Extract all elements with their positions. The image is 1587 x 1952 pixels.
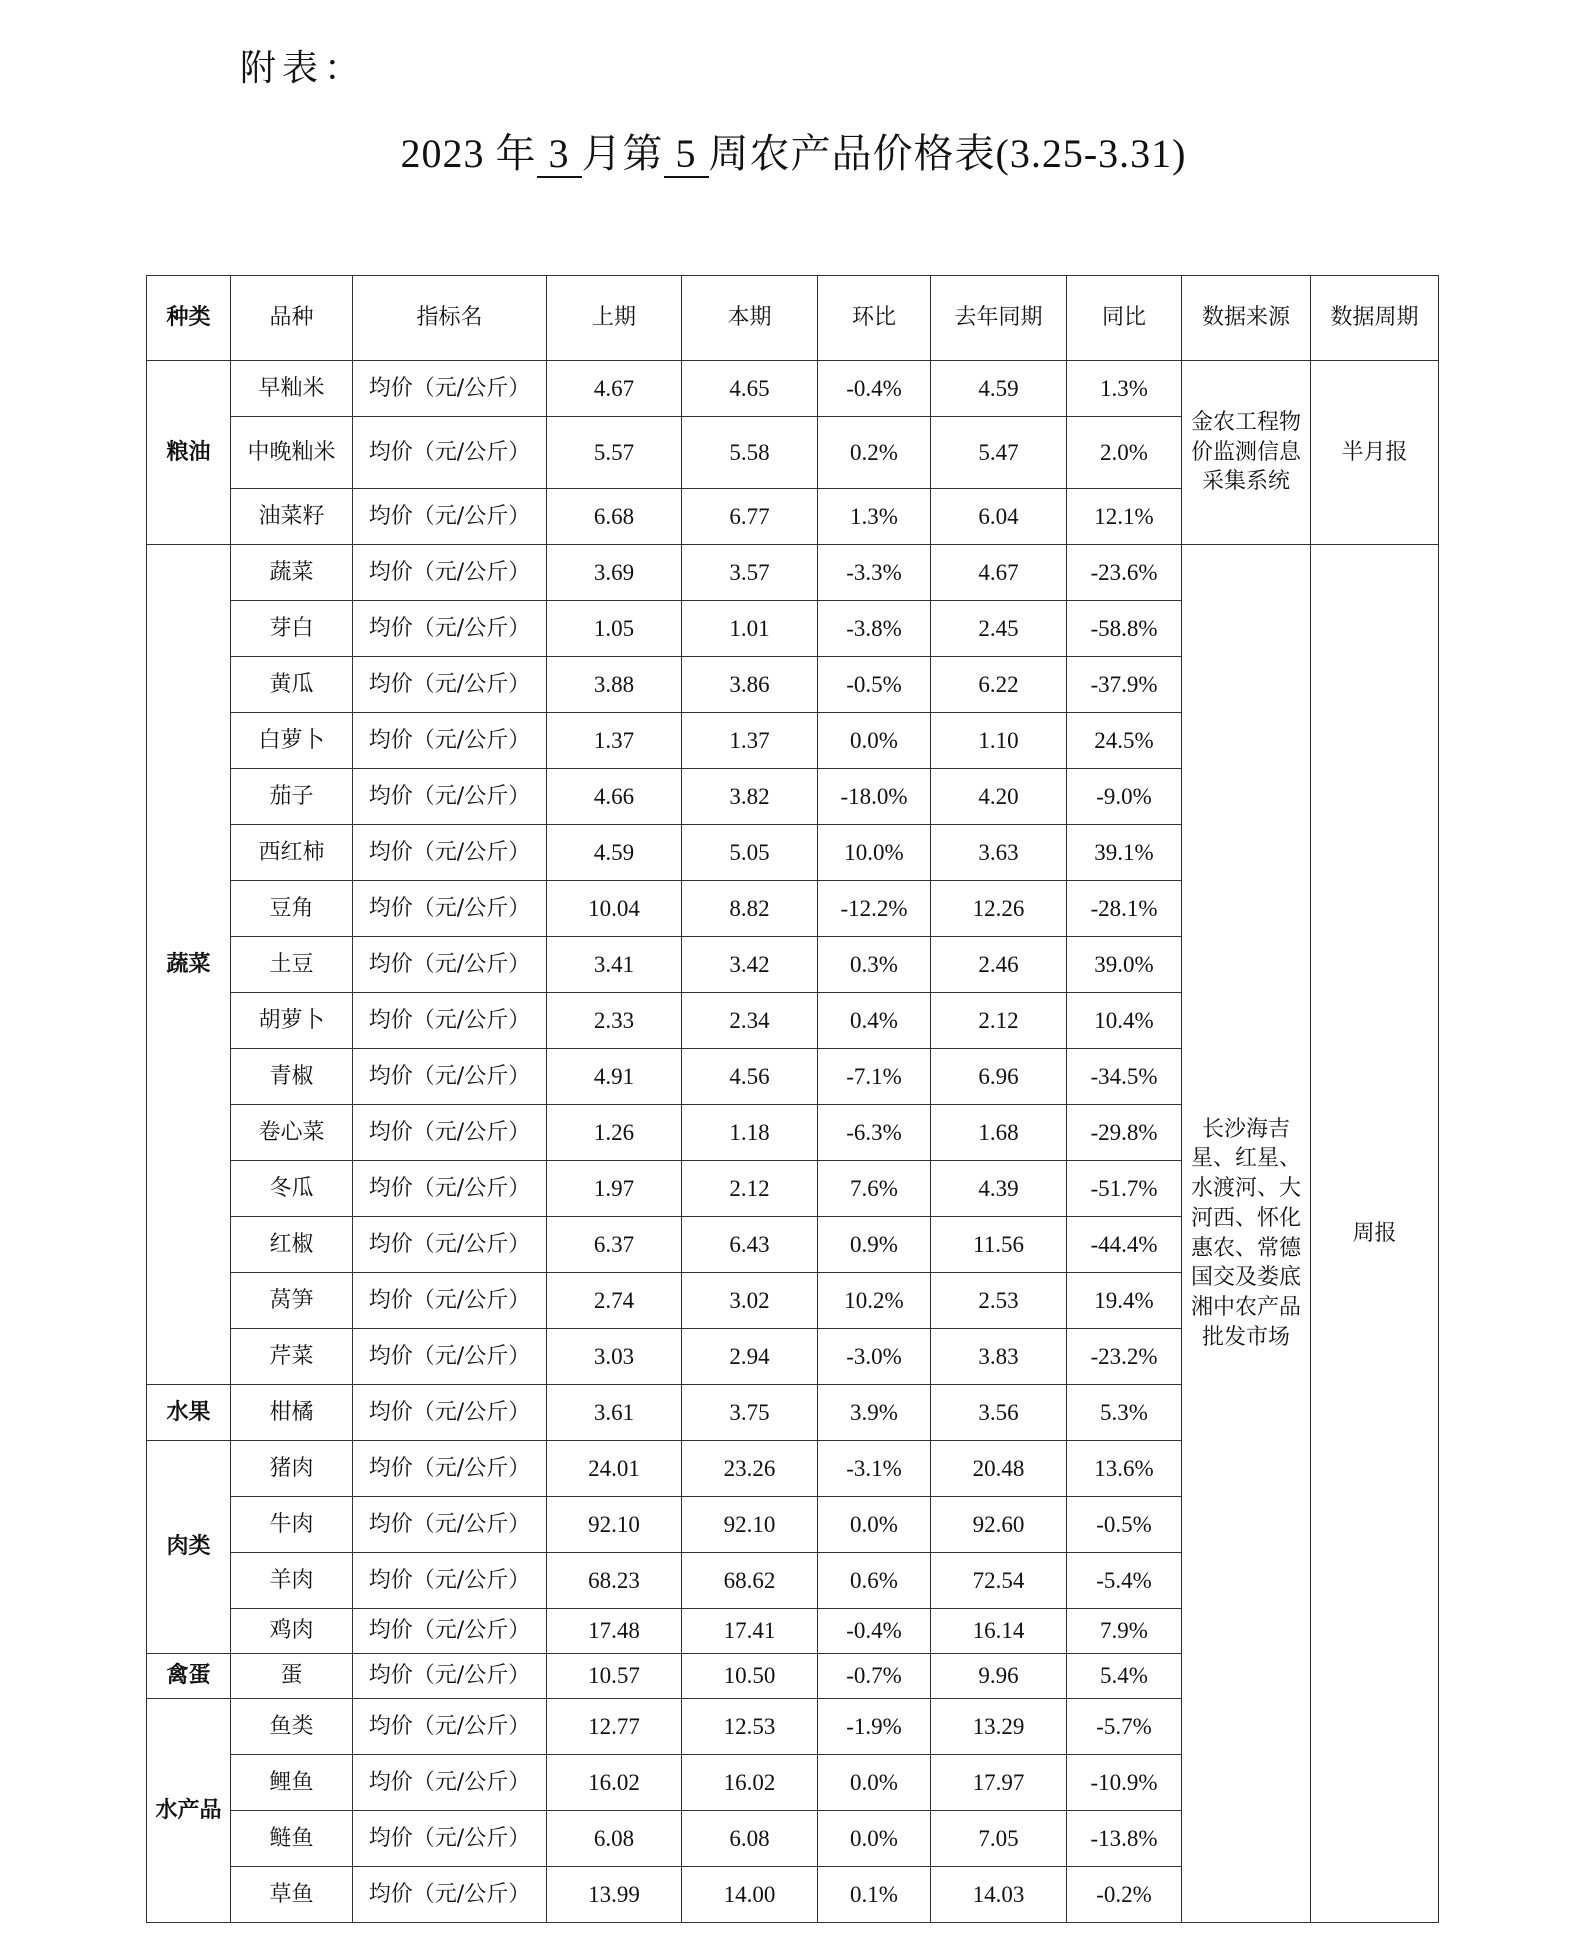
data-source-cell: 长沙海吉星、红星、水渡河、大河西、怀化惠农、常德国交及娄底湘中农产品批发市场 [1182, 545, 1311, 1923]
product-cell: 西红柿 [231, 825, 353, 881]
price-prev-cell: 4.91 [547, 1049, 682, 1105]
table-row [147, 545, 1439, 601]
last-year-cell: 3.56 [931, 1385, 1067, 1441]
price-prev-cell: 3.03 [547, 1329, 682, 1385]
price-curr-cell: 2.12 [682, 1161, 818, 1217]
yoy-cell: 7.9% [1067, 1609, 1182, 1654]
indicator-cell: 均价（元/公斤） [353, 1699, 547, 1755]
last-year-cell: 92.60 [931, 1497, 1067, 1553]
product-cell: 芹菜 [231, 1329, 353, 1385]
last-year-cell: 2.12 [931, 993, 1067, 1049]
product-cell: 豆角 [231, 881, 353, 937]
price-curr-cell: 3.75 [682, 1385, 818, 1441]
mom-cell: -7.1% [818, 1049, 931, 1105]
data-source-cell: 金农工程物价监测信息采集系统 [1182, 361, 1311, 545]
price-curr-cell: 2.34 [682, 993, 818, 1049]
yoy-cell: 39.0% [1067, 937, 1182, 993]
header-source: 数据来源 [1182, 276, 1311, 361]
last-year-cell: 6.04 [931, 489, 1067, 545]
product-cell: 羊肉 [231, 1553, 353, 1609]
price-table [146, 275, 1439, 1923]
price-prev-cell: 92.10 [547, 1497, 682, 1553]
price-table-body [147, 361, 1439, 1923]
product-cell: 油菜籽 [231, 489, 353, 545]
price-curr-cell: 68.62 [682, 1553, 818, 1609]
indicator-cell: 均价（元/公斤） [353, 937, 547, 993]
last-year-cell: 1.68 [931, 1105, 1067, 1161]
last-year-cell: 12.26 [931, 881, 1067, 937]
mom-cell: -0.4% [818, 361, 931, 417]
mom-cell: -1.9% [818, 1699, 931, 1755]
product-cell: 早籼米 [231, 361, 353, 417]
price-prev-cell: 68.23 [547, 1553, 682, 1609]
product-cell: 黄瓜 [231, 657, 353, 713]
product-cell: 牛肉 [231, 1497, 353, 1553]
header-curr: 本期 [682, 276, 818, 361]
indicator-cell: 均价（元/公斤） [353, 1105, 547, 1161]
title-month-blank: 3 [537, 132, 582, 178]
product-cell: 卷心菜 [231, 1105, 353, 1161]
price-prev-cell: 1.37 [547, 713, 682, 769]
last-year-cell: 4.20 [931, 769, 1067, 825]
last-year-cell: 72.54 [931, 1553, 1067, 1609]
price-curr-cell: 12.53 [682, 1699, 818, 1755]
price-prev-cell: 12.77 [547, 1699, 682, 1755]
table-header-row [147, 276, 1439, 361]
product-cell: 蛋 [231, 1654, 353, 1699]
yoy-cell: -23.2% [1067, 1329, 1182, 1385]
category-cell: 粮油 [147, 361, 231, 545]
product-cell: 猪肉 [231, 1441, 353, 1497]
yoy-cell: 2.0% [1067, 417, 1182, 489]
mom-cell: 0.1% [818, 1867, 931, 1923]
mom-cell: 7.6% [818, 1161, 931, 1217]
mom-cell: 0.3% [818, 937, 931, 993]
price-curr-cell: 92.10 [682, 1497, 818, 1553]
mom-cell: -6.3% [818, 1105, 931, 1161]
mom-cell: -0.5% [818, 657, 931, 713]
header-indicator: 指标名 [353, 276, 547, 361]
yoy-cell: -44.4% [1067, 1217, 1182, 1273]
mom-cell: 0.0% [818, 713, 931, 769]
mom-cell: -18.0% [818, 769, 931, 825]
indicator-cell: 均价（元/公斤） [353, 881, 547, 937]
yoy-cell: -51.7% [1067, 1161, 1182, 1217]
mom-cell: -0.7% [818, 1654, 931, 1699]
product-cell: 茄子 [231, 769, 353, 825]
price-curr-cell: 1.01 [682, 601, 818, 657]
price-prev-cell: 10.57 [547, 1654, 682, 1699]
price-curr-cell: 3.02 [682, 1273, 818, 1329]
data-cycle-cell: 半月报 [1311, 361, 1439, 545]
last-year-cell: 2.46 [931, 937, 1067, 993]
last-year-cell: 4.39 [931, 1161, 1067, 1217]
indicator-cell: 均价（元/公斤） [353, 657, 547, 713]
category-cell: 禽蛋 [147, 1654, 231, 1699]
indicator-cell: 均价（元/公斤） [353, 1049, 547, 1105]
mom-cell: 10.2% [818, 1273, 931, 1329]
mom-cell: 10.0% [818, 825, 931, 881]
mom-cell: -3.8% [818, 601, 931, 657]
yoy-cell: -34.5% [1067, 1049, 1182, 1105]
mom-cell: 0.9% [818, 1217, 931, 1273]
price-curr-cell: 4.65 [682, 361, 818, 417]
last-year-cell: 6.96 [931, 1049, 1067, 1105]
indicator-cell: 均价（元/公斤） [353, 769, 547, 825]
header-mom: 环比 [818, 276, 931, 361]
indicator-cell: 均价（元/公斤） [353, 1329, 547, 1385]
category-cell: 水果 [147, 1385, 231, 1441]
indicator-cell: 均价（元/公斤） [353, 1385, 547, 1441]
product-cell: 蔬菜 [231, 545, 353, 601]
mom-cell: 3.9% [818, 1385, 931, 1441]
product-cell: 红椒 [231, 1217, 353, 1273]
product-cell: 鲢鱼 [231, 1811, 353, 1867]
price-prev-cell: 17.48 [547, 1609, 682, 1654]
indicator-cell: 均价（元/公斤） [353, 601, 547, 657]
mom-cell: -3.1% [818, 1441, 931, 1497]
price-prev-cell: 1.26 [547, 1105, 682, 1161]
yoy-cell: -13.8% [1067, 1811, 1182, 1867]
last-year-cell: 3.83 [931, 1329, 1067, 1385]
header-cycle: 数据周期 [1311, 276, 1439, 361]
product-cell: 鱼类 [231, 1699, 353, 1755]
yoy-cell: 10.4% [1067, 993, 1182, 1049]
last-year-cell: 14.03 [931, 1867, 1067, 1923]
yoy-cell: 19.4% [1067, 1273, 1182, 1329]
table-row [147, 361, 1439, 417]
indicator-cell: 均价（元/公斤） [353, 1441, 547, 1497]
product-cell: 中晚籼米 [231, 417, 353, 489]
indicator-cell: 均价（元/公斤） [353, 1867, 547, 1923]
header-last-year: 去年同期 [931, 276, 1067, 361]
mom-cell: 0.0% [818, 1811, 931, 1867]
price-curr-cell: 23.26 [682, 1441, 818, 1497]
price-prev-cell: 4.67 [547, 361, 682, 417]
indicator-cell: 均价（元/公斤） [353, 489, 547, 545]
price-prev-cell: 3.69 [547, 545, 682, 601]
title-year-prefix: 2023 年 [400, 131, 537, 176]
last-year-cell: 16.14 [931, 1609, 1067, 1654]
yoy-cell: -9.0% [1067, 769, 1182, 825]
header-category: 种类 [147, 276, 231, 361]
appendix-label: 附表： [240, 48, 367, 89]
price-curr-cell: 5.58 [682, 417, 818, 489]
title-suffix: 周农产品价格表(3.25-3.31) [708, 131, 1187, 176]
price-curr-cell: 6.77 [682, 489, 818, 545]
mom-cell: -3.0% [818, 1329, 931, 1385]
price-prev-cell: 4.59 [547, 825, 682, 881]
product-cell: 白萝卜 [231, 713, 353, 769]
price-prev-cell: 6.68 [547, 489, 682, 545]
last-year-cell: 2.45 [931, 601, 1067, 657]
indicator-cell: 均价（元/公斤） [353, 1755, 547, 1811]
product-cell: 莴笋 [231, 1273, 353, 1329]
yoy-cell: -37.9% [1067, 657, 1182, 713]
indicator-cell: 均价（元/公斤） [353, 1273, 547, 1329]
last-year-cell: 5.47 [931, 417, 1067, 489]
yoy-cell: -5.7% [1067, 1699, 1182, 1755]
indicator-cell: 均价（元/公斤） [353, 545, 547, 601]
indicator-cell: 均价（元/公斤） [353, 1654, 547, 1699]
yoy-cell: -29.8% [1067, 1105, 1182, 1161]
yoy-cell: -28.1% [1067, 881, 1182, 937]
title-mid: 月第 [581, 131, 664, 176]
mom-cell: -12.2% [818, 881, 931, 937]
price-curr-cell: 6.43 [682, 1217, 818, 1273]
price-curr-cell: 1.37 [682, 713, 818, 769]
product-cell: 草鱼 [231, 1867, 353, 1923]
price-curr-cell: 4.56 [682, 1049, 818, 1105]
product-cell: 冬瓜 [231, 1161, 353, 1217]
category-cell: 蔬菜 [147, 545, 231, 1385]
indicator-cell: 均价（元/公斤） [353, 713, 547, 769]
product-cell: 鲤鱼 [231, 1755, 353, 1811]
mom-cell: 0.2% [818, 417, 931, 489]
price-prev-cell: 16.02 [547, 1755, 682, 1811]
product-cell: 青椒 [231, 1049, 353, 1105]
mom-cell: 0.4% [818, 993, 931, 1049]
last-year-cell: 2.53 [931, 1273, 1067, 1329]
category-cell: 水产品 [147, 1699, 231, 1923]
price-prev-cell: 1.97 [547, 1161, 682, 1217]
mom-cell: -3.3% [818, 545, 931, 601]
price-curr-cell: 3.86 [682, 657, 818, 713]
yoy-cell: 24.5% [1067, 713, 1182, 769]
indicator-cell: 均价（元/公斤） [353, 417, 547, 489]
last-year-cell: 17.97 [931, 1755, 1067, 1811]
price-curr-cell: 1.18 [682, 1105, 818, 1161]
product-cell: 土豆 [231, 937, 353, 993]
mom-cell: 0.6% [818, 1553, 931, 1609]
price-curr-cell: 14.00 [682, 1867, 818, 1923]
price-prev-cell: 6.37 [547, 1217, 682, 1273]
price-prev-cell: 10.04 [547, 881, 682, 937]
mom-cell: -0.4% [818, 1609, 931, 1654]
last-year-cell: 3.63 [931, 825, 1067, 881]
last-year-cell: 4.67 [931, 545, 1067, 601]
indicator-cell: 均价（元/公斤） [353, 993, 547, 1049]
yoy-cell: -0.5% [1067, 1497, 1182, 1553]
price-curr-cell: 2.94 [682, 1329, 818, 1385]
price-prev-cell: 2.74 [547, 1273, 682, 1329]
last-year-cell: 11.56 [931, 1217, 1067, 1273]
price-prev-cell: 3.88 [547, 657, 682, 713]
last-year-cell: 9.96 [931, 1654, 1067, 1699]
price-prev-cell: 24.01 [547, 1441, 682, 1497]
yoy-cell: 39.1% [1067, 825, 1182, 881]
yoy-cell: 5.4% [1067, 1654, 1182, 1699]
yoy-cell: 1.3% [1067, 361, 1182, 417]
last-year-cell: 20.48 [931, 1441, 1067, 1497]
yoy-cell: -58.8% [1067, 601, 1182, 657]
yoy-cell: 13.6% [1067, 1441, 1182, 1497]
header-yoy: 同比 [1067, 276, 1182, 361]
price-prev-cell: 2.33 [547, 993, 682, 1049]
price-prev-cell: 3.61 [547, 1385, 682, 1441]
yoy-cell: 5.3% [1067, 1385, 1182, 1441]
category-cell: 肉类 [147, 1441, 231, 1654]
data-cycle-cell: 周报 [1311, 545, 1439, 1923]
indicator-cell: 均价（元/公斤） [353, 825, 547, 881]
mom-cell: 1.3% [818, 489, 931, 545]
header-prev: 上期 [547, 276, 682, 361]
product-cell: 鸡肉 [231, 1609, 353, 1654]
price-curr-cell: 5.05 [682, 825, 818, 881]
indicator-cell: 均价（元/公斤） [353, 1553, 547, 1609]
price-prev-cell: 13.99 [547, 1867, 682, 1923]
yoy-cell: -23.6% [1067, 545, 1182, 601]
price-prev-cell: 3.41 [547, 937, 682, 993]
yoy-cell: -10.9% [1067, 1755, 1182, 1811]
mom-cell: 0.0% [818, 1497, 931, 1553]
price-curr-cell: 17.41 [682, 1609, 818, 1654]
price-curr-cell: 3.42 [682, 937, 818, 993]
product-cell: 芽白 [231, 601, 353, 657]
last-year-cell: 7.05 [931, 1811, 1067, 1867]
product-cell: 胡萝卜 [231, 993, 353, 1049]
indicator-cell: 均价（元/公斤） [353, 1811, 547, 1867]
yoy-cell: -0.2% [1067, 1867, 1182, 1923]
indicator-cell: 均价（元/公斤） [353, 1217, 547, 1273]
price-prev-cell: 4.66 [547, 769, 682, 825]
price-curr-cell: 6.08 [682, 1811, 818, 1867]
price-prev-cell: 5.57 [547, 417, 682, 489]
price-curr-cell: 10.50 [682, 1654, 818, 1699]
document-title [0, 122, 1587, 179]
price-prev-cell: 1.05 [547, 601, 682, 657]
indicator-cell: 均价（元/公斤） [353, 1161, 547, 1217]
indicator-cell: 均价（元/公斤） [353, 1609, 547, 1654]
yoy-cell: -5.4% [1067, 1553, 1182, 1609]
last-year-cell: 6.22 [931, 657, 1067, 713]
last-year-cell: 1.10 [931, 713, 1067, 769]
last-year-cell: 13.29 [931, 1699, 1067, 1755]
price-curr-cell: 3.57 [682, 545, 818, 601]
yoy-cell: 12.1% [1067, 489, 1182, 545]
price-curr-cell: 8.82 [682, 881, 818, 937]
header-product: 品种 [231, 276, 353, 361]
last-year-cell: 4.59 [931, 361, 1067, 417]
price-curr-cell: 16.02 [682, 1755, 818, 1811]
price-prev-cell: 6.08 [547, 1811, 682, 1867]
indicator-cell: 均价（元/公斤） [353, 361, 547, 417]
product-cell: 柑橘 [231, 1385, 353, 1441]
indicator-cell: 均价（元/公斤） [353, 1497, 547, 1553]
price-curr-cell: 3.82 [682, 769, 818, 825]
title-week-blank: 5 [664, 132, 709, 178]
mom-cell: 0.0% [818, 1755, 931, 1811]
